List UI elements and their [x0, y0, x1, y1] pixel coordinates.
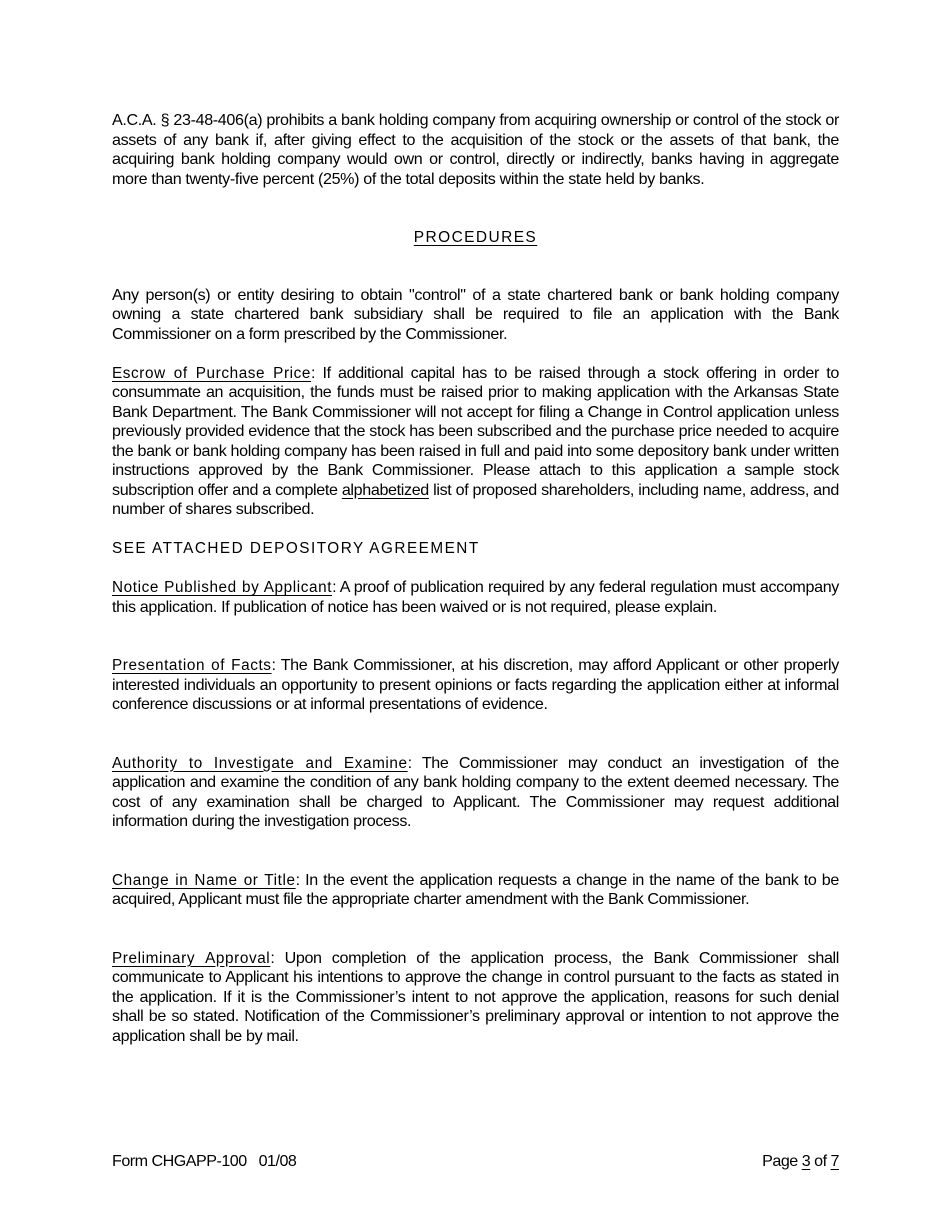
notice-body: : A proof of publication required by any federal regulation must accompany this application. If publication of notice has been waived or is not required, please explain. [112, 578, 839, 616]
authority-section [112, 754, 839, 832]
page-footer [112, 1152, 839, 1174]
intro-paragraph: A.C.A. § 23-48-406(a) prohibits a bank holding company from acquiring ownership or control of the stock or assets of any bank if, after giving effect to the acquisition of the stock or the assets of that bank, the acquiring bank holding company would own or control, directly or indirectly, banks having in aggregate more than twenty-five percent (25%) of the total deposits within the state held by banks. [112, 111, 839, 188]
preliminary-term: Preliminary Approval [112, 949, 271, 967]
escrow-term: Escrow of Purchase Price [112, 364, 312, 382]
page-number [762, 1152, 839, 1171]
escrow-body-before: : If additional capital has to be raised through a stock offering in order to consummate an acquisition, the funds must be raised prior to making application with the Arkansas State Bank Department. The Bank Commissioner will not accept for filing a Change in Control application unless previously provided evidence that the stock has been subscribed and the purchase price needed to acquire the bank or bank holding company has been raised in full and paid into some depository bank under written instructions approved by the Bank Commissioner. Please attach to this application a sample stock subscription offer and a complete [112, 363, 839, 499]
change-name-section [112, 871, 839, 910]
document-body [112, 111, 839, 1066]
page-current: 3 [801, 1152, 811, 1170]
page-total: 7 [830, 1152, 839, 1170]
notice-term: Notice Published by Applicant [112, 579, 333, 596]
preliminary-body: : Upon completion of the application process, the Bank Commissioner shall communicate to Applicant his intentions to approve the change in control pursuant to the facts as stated in the application. If it is the Commissioner’s intent to not approve the application, reasons for such denial shall be so stated. Notification of the Commissioner’s preliminary approval or intention to not approve the application shall be by mail. [112, 948, 840, 1045]
presentation-section [112, 656, 839, 715]
page-label: Page [762, 1152, 802, 1170]
escrow-emphasis: alphabetized [341, 480, 429, 499]
attached-agreement-note: SEE ATTACHED DEPOSITORY AGREEMENT [112, 540, 480, 557]
form-id: Form CHGAPP-100 01/08 [112, 1152, 297, 1170]
presentation-term: Presentation of Facts [112, 657, 272, 674]
procedures-heading: PROCEDURES [413, 229, 538, 246]
notice-section [112, 578, 839, 617]
authority-body: : The Commissioner may conduct an investigation of the application and examine the condition of any bank holding company to the extent deemed necessary. The cost of any examination shall be charged to Applicant. The Commissioner may request additional information during the investigation process. [112, 753, 839, 830]
change-name-body: : In the event the application requests a change in the name of the bank to be acquired, Applicant must file the appropriate charter amendment with the Bank Commissioner. [112, 870, 840, 908]
authority-term: Authority to Investigate and Examine [112, 754, 408, 772]
escrow-body-after: list of proposed shareholders, including name, address, and number of shares subscribed. [112, 480, 839, 518]
procedures-intro-paragraph: Any person(s) or entity desiring to obtain "control" of a state chartered bank or bank holding company owning a state chartered bank subsidiary shall be required to file an application with the Bank Commissioner on a form prescribed by the Commissioner. [112, 285, 839, 343]
change-name-term: Change in Name or Title [112, 871, 296, 889]
preliminary-section [112, 949, 839, 1047]
escrow-section [112, 364, 839, 520]
page-of: of [810, 1152, 831, 1170]
presentation-body: : The Bank Commissioner, at his discretion, may afford Applicant or other properly interested individuals an opportunity to present opinions or facts regarding the application either at informal conference discussions or at informal presentations of evidence. [112, 656, 839, 713]
